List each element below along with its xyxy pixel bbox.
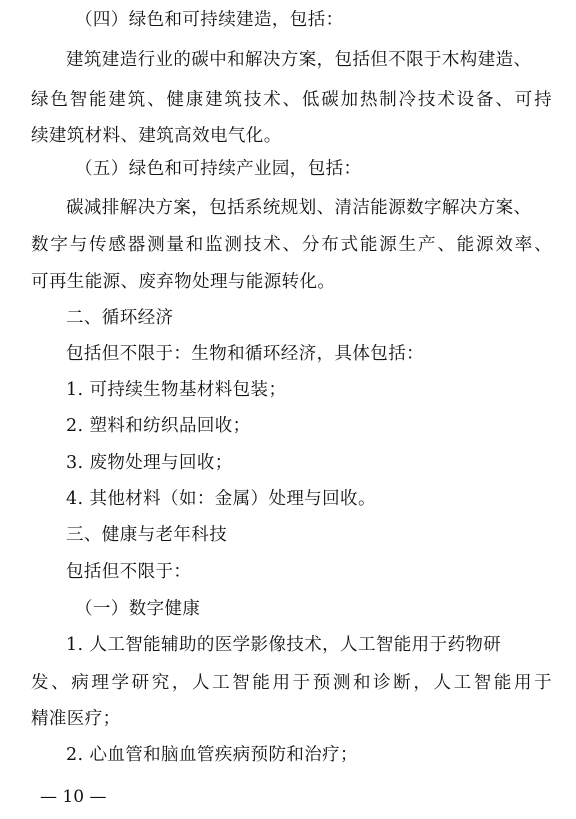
paragraph-line: 可再生能源、废弃物处理与能源转化。 (31, 272, 336, 292)
paragraph-line: 数字与传感器测量和监测技术、分布式能源生产、能源效率、 (31, 235, 552, 255)
list-item: 1. 人工智能辅助的医学影像技术，人工智能用于药物研 (66, 635, 502, 655)
section-heading-digital-health: （一）数字健康 (75, 599, 201, 619)
paragraph-line: 精准医疗； (31, 709, 121, 729)
paragraph-line: 碳减排解决方案，包括系统规划、清洁能源数字解决方案、 (66, 198, 532, 218)
list-item: 3. 废物处理与回收； (66, 453, 233, 473)
section-heading-health-aging-tech: 三、健康与老年科技 (66, 525, 228, 545)
page-number: — 10 — (40, 787, 107, 807)
paragraph-line: 建筑建造行业的碳中和解决方案，包括但不限于木构建造、 (66, 50, 532, 70)
section-heading-green-construction: （四）绿色和可持续建造，包括： (75, 10, 344, 30)
section-heading-green-industrial-park: （五）绿色和可持续产业园，包括： (75, 159, 362, 179)
paragraph-line: 发、病理学研究，人工智能用于预测和诊断，人工智能用于 (31, 673, 552, 693)
section-heading-circular-economy: 二、循环经济 (66, 308, 174, 328)
paragraph-line: 绿色智能建筑、健康建筑技术、低碳加热制冷技术设备、可持 (31, 90, 552, 110)
paragraph-line: 包括但不限于： (66, 562, 192, 582)
paragraph-line: 续建筑材料、建筑高效电气化。 (31, 126, 282, 146)
list-item: 2. 心血管和脑血管疾病预防和治疗； (66, 745, 358, 765)
list-item: 4. 其他材料（如：金属）处理与回收。 (66, 489, 376, 509)
paragraph-line: 包括但不限于：生物和循环经济，具体包括： (66, 344, 424, 364)
list-item: 1. 可持续生物基材料包装； (66, 380, 287, 400)
list-item: 2. 塑料和纺织品回收； (66, 416, 251, 436)
